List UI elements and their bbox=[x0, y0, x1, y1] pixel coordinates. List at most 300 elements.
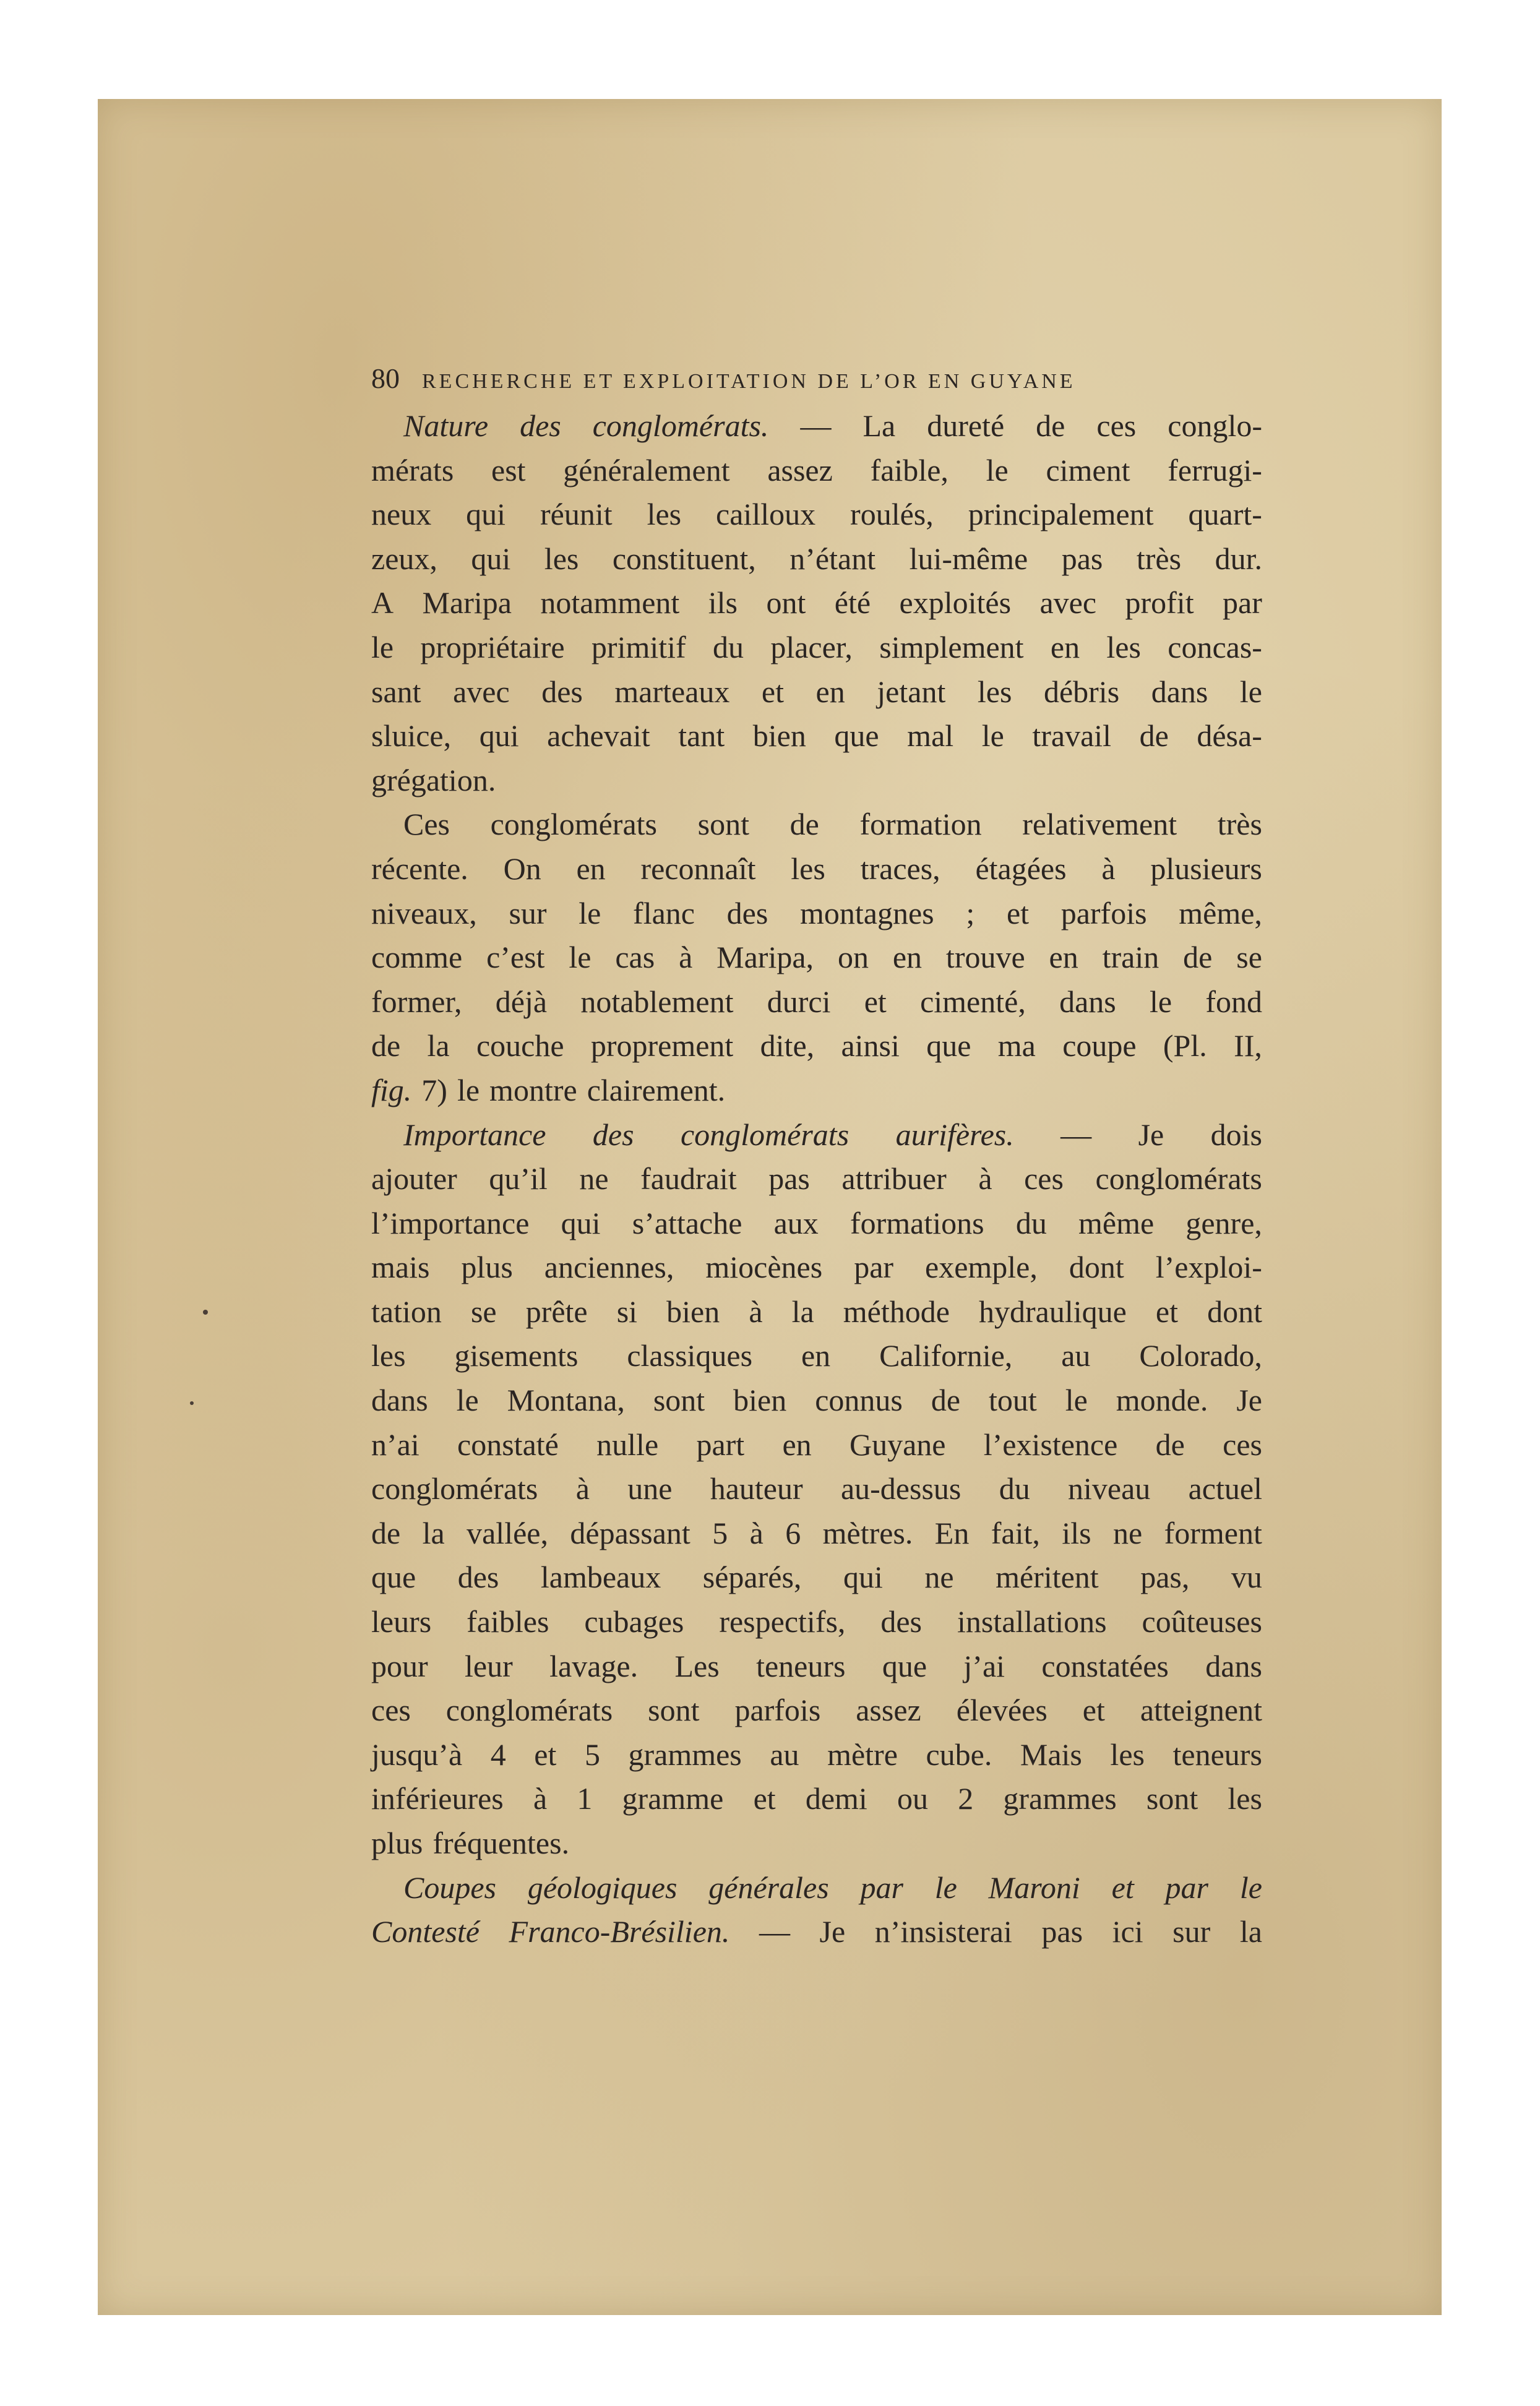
text-line bbox=[371, 537, 1262, 582]
word: II, bbox=[1234, 1028, 1262, 1063]
word: mais bbox=[371, 1250, 430, 1285]
word: demi bbox=[805, 1781, 867, 1816]
word: ma bbox=[997, 1028, 1036, 1063]
word: réunit bbox=[540, 497, 613, 532]
word: conglomérats bbox=[371, 1471, 538, 1506]
word: cailloux bbox=[716, 497, 816, 532]
word: leurs bbox=[371, 1604, 432, 1639]
word: au-dessus bbox=[840, 1471, 961, 1506]
word: tant bbox=[678, 718, 725, 754]
word: conglomérats bbox=[680, 1117, 850, 1152]
word: au bbox=[1061, 1338, 1091, 1373]
word: teneurs bbox=[756, 1648, 846, 1683]
word: et bbox=[753, 1781, 776, 1816]
word: teneurs bbox=[1172, 1737, 1262, 1772]
word: mérats bbox=[371, 452, 454, 488]
word: générales bbox=[708, 1870, 829, 1905]
word: généralement bbox=[563, 452, 730, 488]
word: conglo- bbox=[1168, 408, 1262, 443]
word: relativement bbox=[1022, 807, 1177, 842]
word: plus bbox=[461, 1250, 513, 1285]
word: jusqu’à bbox=[371, 1737, 463, 1772]
word: et bbox=[1111, 1870, 1134, 1905]
word: très bbox=[1217, 807, 1262, 842]
text-line bbox=[371, 1555, 1262, 1600]
word: mètre bbox=[827, 1737, 898, 1772]
word: l’existence bbox=[983, 1427, 1118, 1462]
word: nulle bbox=[596, 1427, 659, 1462]
word: cubages bbox=[584, 1604, 684, 1639]
word: très bbox=[1136, 541, 1182, 576]
word: Les bbox=[674, 1648, 720, 1683]
word: à bbox=[533, 1781, 548, 1816]
body-text bbox=[371, 404, 1262, 1954]
word: qui bbox=[843, 1560, 883, 1595]
word: En bbox=[934, 1515, 970, 1550]
word: ne bbox=[924, 1560, 954, 1595]
word: grammes bbox=[628, 1737, 742, 1772]
word: de bbox=[371, 1515, 401, 1550]
word: se bbox=[1236, 940, 1262, 975]
word: tation bbox=[371, 1294, 442, 1329]
text-line bbox=[371, 404, 1262, 449]
word: cas bbox=[615, 940, 655, 975]
word: Importance bbox=[403, 1117, 546, 1152]
word: ainsi bbox=[841, 1028, 900, 1063]
word: classiques bbox=[627, 1338, 753, 1373]
word: qui bbox=[471, 541, 511, 576]
word: placer, bbox=[770, 629, 853, 664]
word: de bbox=[931, 1383, 961, 1418]
word: les bbox=[1106, 629, 1141, 664]
text-line bbox=[371, 1600, 1262, 1644]
word: la bbox=[422, 1515, 445, 1550]
word: débris bbox=[1043, 674, 1120, 709]
word: dois bbox=[1210, 1117, 1262, 1152]
word: le bbox=[579, 895, 601, 930]
word: gisements bbox=[454, 1338, 579, 1373]
word: conglomérats bbox=[490, 807, 657, 842]
word: les bbox=[1228, 1781, 1262, 1816]
word: au bbox=[770, 1737, 799, 1772]
word: en bbox=[801, 1338, 831, 1373]
word: flanc bbox=[633, 895, 695, 930]
word: 1 bbox=[577, 1781, 593, 1816]
text-line bbox=[371, 758, 1262, 803]
word: reconnaît bbox=[640, 851, 756, 886]
word: atteignent bbox=[1140, 1693, 1262, 1728]
word: ils bbox=[708, 585, 738, 621]
word: j’ai bbox=[963, 1648, 1005, 1683]
word: gramme bbox=[622, 1781, 724, 1816]
word: fait, bbox=[991, 1515, 1040, 1550]
word: en bbox=[815, 674, 845, 709]
text-line bbox=[371, 802, 1262, 847]
word: dans bbox=[1205, 1648, 1262, 1683]
word: qu’il bbox=[489, 1161, 548, 1197]
word: de bbox=[1155, 1427, 1185, 1462]
word: sont bbox=[653, 1383, 705, 1418]
word: zeux, bbox=[371, 541, 437, 576]
word: de bbox=[1183, 940, 1213, 975]
word: — bbox=[800, 408, 832, 443]
word: qui bbox=[561, 1205, 601, 1240]
word: — bbox=[1060, 1117, 1092, 1152]
word: pas bbox=[1061, 541, 1103, 576]
word: les bbox=[371, 1338, 406, 1373]
word: étagées bbox=[975, 851, 1067, 886]
text-line bbox=[371, 1334, 1262, 1378]
text-line bbox=[371, 1068, 1262, 1113]
word: pas, bbox=[1140, 1560, 1190, 1595]
word: formations bbox=[850, 1205, 984, 1240]
word: notamment bbox=[540, 585, 680, 621]
word: conglomérats bbox=[445, 1693, 613, 1728]
word: ne bbox=[1112, 1515, 1143, 1550]
word: de bbox=[789, 807, 819, 842]
word: Colorado, bbox=[1139, 1338, 1262, 1373]
word: pas bbox=[768, 1161, 810, 1197]
word: lui-même bbox=[909, 541, 1028, 576]
word: avec bbox=[1039, 585, 1097, 621]
word: et bbox=[534, 1737, 557, 1772]
word: clairement. bbox=[587, 1072, 726, 1107]
word: qui bbox=[479, 718, 519, 754]
word: la bbox=[791, 1294, 814, 1329]
word: vallée, bbox=[467, 1515, 548, 1550]
word: constatées bbox=[1041, 1648, 1169, 1683]
word: à bbox=[575, 1471, 590, 1506]
word: par bbox=[860, 1870, 903, 1905]
word: neux bbox=[371, 497, 432, 532]
word: sont bbox=[648, 1693, 700, 1728]
word: grégation. bbox=[371, 762, 496, 797]
text-line bbox=[371, 1113, 1262, 1158]
word: quart- bbox=[1188, 497, 1262, 532]
word: dans bbox=[1151, 674, 1208, 709]
word: de bbox=[1139, 718, 1169, 754]
word: est bbox=[491, 452, 526, 488]
word: parfois bbox=[734, 1693, 821, 1728]
word: même, bbox=[1179, 895, 1262, 930]
word: Je bbox=[819, 1914, 846, 1949]
word: aux bbox=[773, 1205, 819, 1240]
word: tout bbox=[988, 1383, 1037, 1418]
word: — bbox=[759, 1914, 790, 1949]
word: en bbox=[576, 851, 606, 886]
word: conglomérats bbox=[1095, 1161, 1262, 1197]
word: niveau bbox=[1068, 1471, 1151, 1506]
text-line bbox=[371, 1733, 1262, 1777]
word: Maripa bbox=[422, 585, 512, 621]
word: les bbox=[544, 541, 579, 576]
word: n’étant bbox=[789, 541, 876, 576]
word: le bbox=[934, 1870, 957, 1905]
text-line bbox=[371, 1688, 1262, 1733]
word: en bbox=[1050, 629, 1080, 664]
word: travail bbox=[1032, 718, 1112, 754]
word: grammes bbox=[1003, 1781, 1117, 1816]
word: que bbox=[834, 718, 879, 754]
word: traces, bbox=[860, 851, 940, 886]
word: ils bbox=[1062, 1515, 1091, 1550]
word: actuel bbox=[1188, 1471, 1262, 1506]
word: cube. bbox=[926, 1737, 992, 1772]
word: dite, bbox=[760, 1028, 815, 1063]
word: Je bbox=[1138, 1117, 1164, 1152]
word: et bbox=[1006, 895, 1030, 930]
word: séparés, bbox=[702, 1560, 802, 1595]
word: sluice, bbox=[371, 718, 452, 754]
word: On bbox=[503, 851, 541, 886]
word: roulés, bbox=[850, 497, 934, 532]
word: même bbox=[1078, 1205, 1155, 1240]
word: le bbox=[456, 1383, 479, 1418]
word: de bbox=[1036, 408, 1065, 443]
word: lavage. bbox=[549, 1648, 639, 1683]
word: hydraulique bbox=[979, 1294, 1127, 1329]
margin-dot bbox=[190, 1401, 194, 1405]
word: dont bbox=[1069, 1250, 1124, 1285]
word: trouve bbox=[945, 940, 1025, 975]
word: 2 bbox=[958, 1781, 974, 1816]
word: constituent, bbox=[612, 541, 756, 576]
word: le bbox=[986, 452, 1009, 488]
word: dureté bbox=[927, 408, 1005, 443]
text-line bbox=[371, 1467, 1262, 1511]
text-line bbox=[371, 1821, 1262, 1866]
word: le bbox=[371, 629, 394, 664]
word: plus bbox=[371, 1826, 423, 1860]
word: faible, bbox=[870, 452, 949, 488]
word: avec bbox=[453, 674, 510, 709]
word: à bbox=[679, 940, 693, 975]
word: une bbox=[627, 1471, 673, 1506]
word: sont bbox=[697, 807, 749, 842]
word: les bbox=[1110, 1737, 1145, 1772]
word: montre bbox=[489, 1072, 577, 1107]
word: Ces bbox=[403, 807, 450, 842]
text-line bbox=[371, 1777, 1262, 1821]
word: Contesté bbox=[371, 1914, 480, 1949]
word: marteaux bbox=[614, 674, 730, 709]
word: parfois bbox=[1060, 895, 1147, 930]
word: dont bbox=[1207, 1294, 1262, 1329]
text-line bbox=[371, 581, 1262, 625]
word: l’importance bbox=[371, 1205, 530, 1240]
word: niveaux, bbox=[371, 895, 477, 930]
word: ici bbox=[1112, 1914, 1143, 1949]
word: des bbox=[726, 895, 768, 930]
word: la bbox=[1239, 1914, 1262, 1949]
word: ces bbox=[371, 1693, 411, 1728]
word: proprement bbox=[590, 1028, 734, 1063]
word: former, bbox=[371, 984, 462, 1019]
word: que bbox=[926, 1028, 971, 1063]
word: Franco-Brésilien. bbox=[509, 1914, 730, 1949]
word: mètres. bbox=[822, 1515, 913, 1550]
word: le bbox=[1149, 984, 1172, 1019]
word: vu bbox=[1231, 1560, 1262, 1595]
word: Nature bbox=[403, 408, 489, 443]
word: ont bbox=[766, 585, 806, 621]
word: forment bbox=[1164, 1515, 1262, 1550]
word: ces bbox=[1096, 408, 1137, 443]
word: ferrugi- bbox=[1168, 452, 1262, 488]
word: en bbox=[892, 940, 923, 975]
word: durci bbox=[767, 984, 831, 1019]
word: profit bbox=[1125, 585, 1194, 621]
word: déjà bbox=[495, 984, 548, 1019]
text-line bbox=[371, 1290, 1262, 1334]
word: le bbox=[1239, 1870, 1262, 1905]
word: des bbox=[520, 408, 561, 443]
word: le bbox=[1065, 1383, 1088, 1418]
word: bien bbox=[752, 718, 806, 754]
word: 6 bbox=[785, 1515, 801, 1550]
word: 5 bbox=[712, 1515, 728, 1550]
word: du bbox=[713, 629, 744, 664]
word: dans bbox=[371, 1383, 428, 1418]
word: ciment bbox=[1046, 452, 1130, 488]
word: connus bbox=[815, 1383, 903, 1418]
word: Mais bbox=[1020, 1737, 1082, 1772]
word: ces bbox=[1024, 1161, 1064, 1197]
word: attribuer bbox=[841, 1161, 947, 1197]
word: s’attache bbox=[632, 1205, 742, 1240]
word: en bbox=[782, 1427, 812, 1462]
word: méthode bbox=[843, 1294, 950, 1329]
word: par bbox=[854, 1250, 894, 1285]
word: notablement bbox=[580, 984, 734, 1019]
word: les bbox=[791, 851, 825, 886]
page-number: 80 bbox=[371, 363, 400, 394]
word: 4 bbox=[490, 1737, 506, 1772]
word: méritent bbox=[996, 1560, 1099, 1595]
word: anciennes, bbox=[544, 1250, 674, 1285]
margin-dot bbox=[203, 1310, 208, 1315]
word: se bbox=[470, 1294, 497, 1329]
word: leur bbox=[465, 1648, 513, 1683]
word: été bbox=[834, 585, 871, 621]
word: conglomérats. bbox=[592, 408, 769, 443]
word: à bbox=[1101, 851, 1116, 886]
word: le bbox=[1239, 674, 1262, 709]
word: installations bbox=[957, 1604, 1107, 1639]
word: couche bbox=[476, 1028, 564, 1063]
word: comme bbox=[371, 940, 463, 975]
word: concas- bbox=[1168, 629, 1262, 664]
word: Je bbox=[1236, 1383, 1262, 1418]
word: du bbox=[1015, 1205, 1047, 1240]
word: Coupes bbox=[403, 1870, 496, 1905]
text-line bbox=[371, 1024, 1262, 1068]
word: hauteur bbox=[710, 1471, 803, 1506]
word: faibles bbox=[467, 1604, 549, 1639]
word: que bbox=[371, 1560, 416, 1595]
word: et bbox=[1155, 1294, 1179, 1329]
text-line bbox=[371, 449, 1262, 493]
text-line bbox=[371, 1378, 1262, 1423]
word: monde. bbox=[1116, 1383, 1208, 1418]
word: jetant bbox=[877, 674, 946, 709]
text-line bbox=[371, 1423, 1262, 1467]
text-line bbox=[371, 625, 1262, 670]
word: formation bbox=[859, 807, 982, 842]
page-text bbox=[371, 362, 1262, 1954]
word: genre, bbox=[1185, 1205, 1262, 1240]
word: sont bbox=[1146, 1781, 1198, 1816]
word: bien bbox=[666, 1294, 720, 1329]
word: principalement bbox=[968, 497, 1154, 532]
text-line bbox=[371, 670, 1262, 715]
running-title: RECHERCHE ET EXPLOITATION DE L’OR EN GUYANE bbox=[422, 370, 1076, 393]
word: dépassant bbox=[570, 1515, 690, 1550]
word: sur bbox=[509, 895, 547, 930]
word: plusieurs bbox=[1150, 851, 1262, 886]
word: exemple, bbox=[925, 1250, 1038, 1285]
word: train bbox=[1102, 940, 1159, 975]
word: de bbox=[371, 1028, 401, 1063]
word: fig. bbox=[371, 1072, 412, 1107]
word: que bbox=[882, 1648, 927, 1683]
word: les bbox=[647, 497, 682, 532]
word: lambeaux bbox=[540, 1560, 661, 1595]
word: élevées bbox=[956, 1693, 1047, 1728]
word: la bbox=[427, 1028, 450, 1063]
word: coupe bbox=[1062, 1028, 1137, 1063]
word: pas bbox=[1041, 1914, 1083, 1949]
word: primitif bbox=[591, 629, 686, 664]
text-line bbox=[371, 1644, 1262, 1689]
word: ou bbox=[897, 1781, 929, 1816]
word: propriétaire bbox=[420, 629, 565, 664]
word: Californie, bbox=[879, 1338, 1013, 1373]
word: sur bbox=[1172, 1914, 1211, 1949]
word: qui bbox=[466, 497, 506, 532]
text-line bbox=[371, 1157, 1262, 1201]
word: Maroni bbox=[988, 1870, 1080, 1905]
word: le bbox=[569, 940, 591, 975]
word: Montana, bbox=[507, 1383, 625, 1418]
text-line bbox=[371, 714, 1262, 758]
word: c’est bbox=[486, 940, 545, 975]
word: Maripa, bbox=[716, 940, 814, 975]
word: des bbox=[457, 1560, 499, 1595]
word: Guyane bbox=[849, 1427, 946, 1462]
word: et bbox=[761, 674, 785, 709]
word: en bbox=[1049, 940, 1078, 975]
word: par bbox=[1223, 585, 1262, 621]
word: respectifs, bbox=[719, 1604, 846, 1639]
word: dans bbox=[1059, 984, 1116, 1019]
word: aurifères. bbox=[895, 1117, 1014, 1152]
word: et bbox=[864, 984, 887, 1019]
word: sant bbox=[371, 674, 421, 709]
word: (Pl. bbox=[1163, 1028, 1207, 1063]
word: géologiques bbox=[527, 1870, 678, 1905]
word: n’insisterai bbox=[874, 1914, 1012, 1949]
word: fréquentes. bbox=[432, 1826, 570, 1860]
word: les bbox=[977, 674, 1012, 709]
word: La bbox=[862, 408, 896, 443]
word: dur. bbox=[1215, 541, 1262, 576]
word: assez bbox=[767, 452, 833, 488]
text-line bbox=[371, 492, 1262, 537]
word: le bbox=[981, 718, 1004, 754]
word: faudrait bbox=[640, 1161, 737, 1197]
text-line bbox=[371, 980, 1262, 1025]
